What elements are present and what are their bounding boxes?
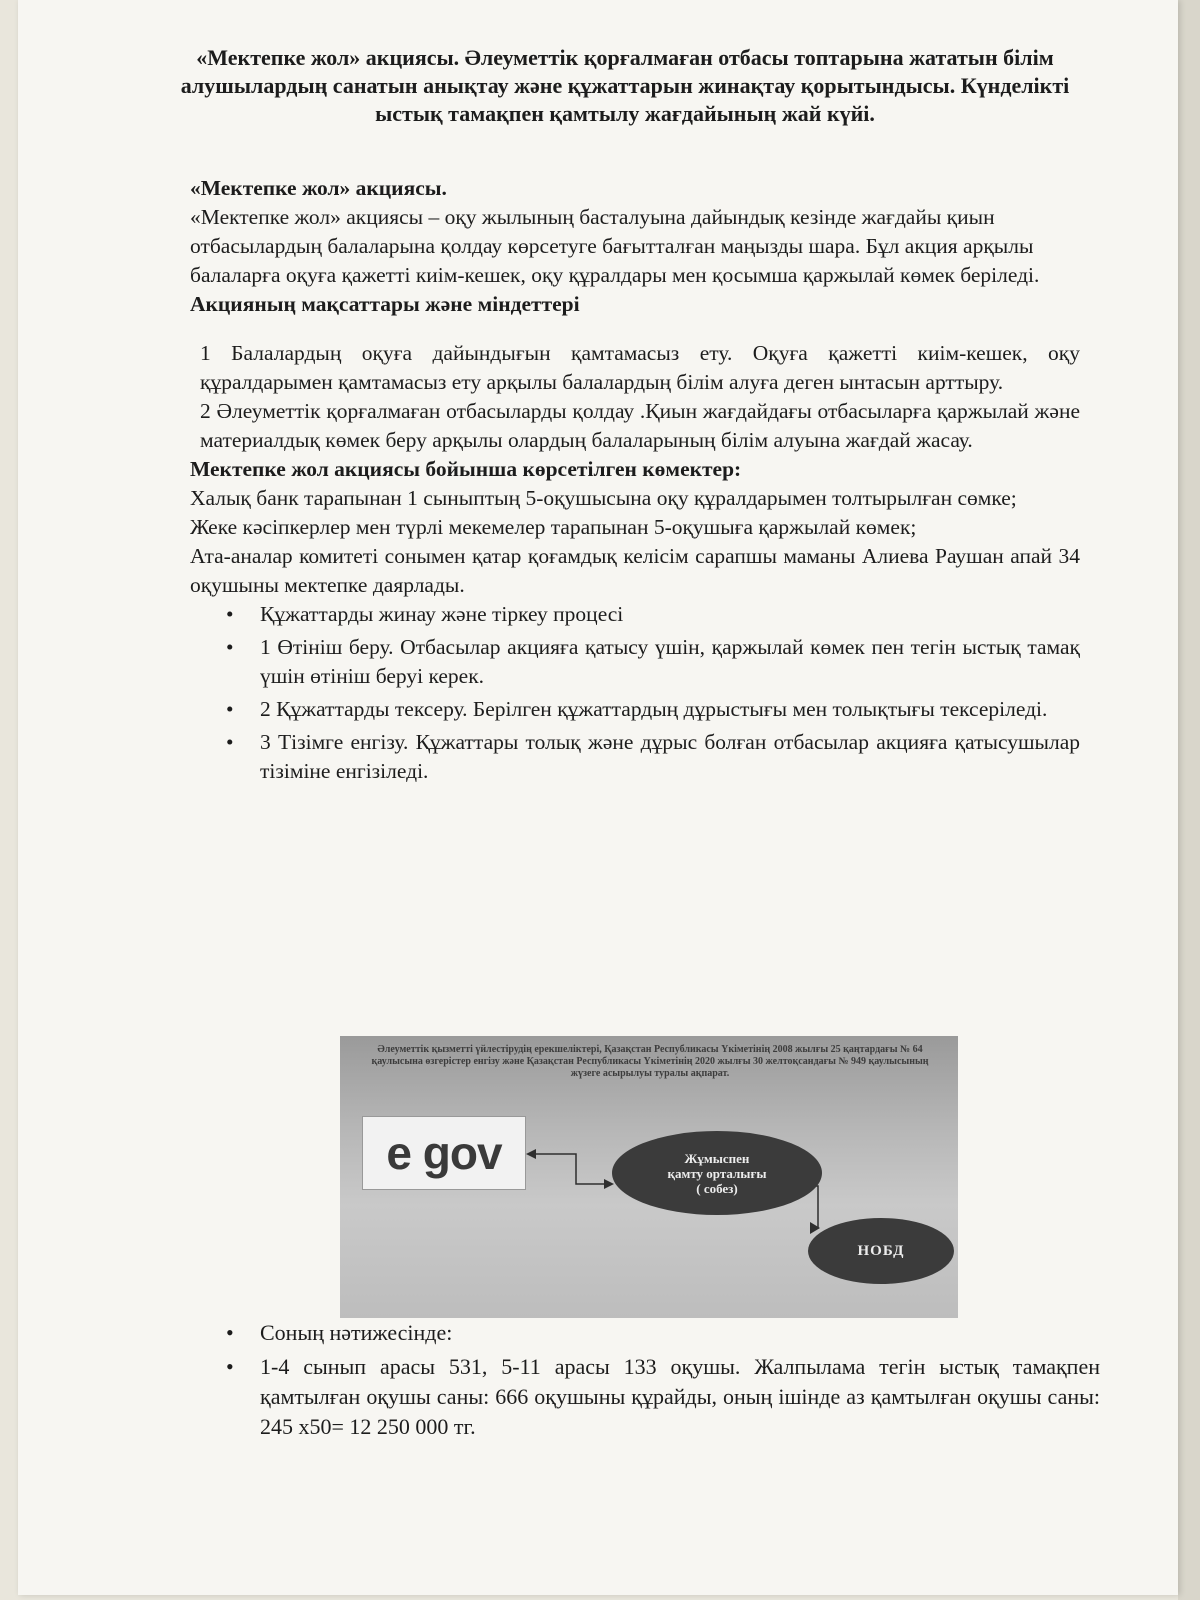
section-paragraph: «Мектепке жол» акциясы – оқу жылының басталуына дайындық кезінде жағдайы қиын отбасылардың балаларына қолдау көрсетуге бағытталған маңызды шара. Бұл акция арқылы балаларға оқуға қажетті киім-кешек, оқу құралдары мен қосымша қаржылай көмек беріледі. (190, 205, 1040, 287)
arrow-head-left (526, 1149, 536, 1159)
arrow-head-center (604, 1179, 614, 1189)
results-list (190, 1318, 1100, 1442)
figure-caption: Әлеуметтік қызметті үйлестірудің ерекшеліктері, Қазақстан Республикасы Үкіметінің 2008 жылғы 25 қаңтардағы № 64 қаулысына өзгерістер енгізу және Қазақстан Республикасы Үкіметінің 2020 жылғы 30 желтоқсандағы № 949 қаулысының жүзеге асырылуы туралы ақпарат. (371, 1044, 929, 1079)
list-item: • Құжаттарды жинау және тіркеу процесі (260, 600, 1080, 629)
goal-1: 1 Балалардың оқуға дайындығын қамтамасыз ету. Оқуға қажетті киім-кешек, оқу құралдарымен қамтамасыз ету арқылы балалардың білім алуға деген ынтасын арттыру. (200, 341, 1080, 394)
list-item: • Соның нәтижесінде: (260, 1318, 1100, 1348)
arrow-egov-to-center (528, 1154, 612, 1184)
document-title: «Мектепке жол» акциясы. Әлеуметтік қорғалмаған отбасы топтарына жататын білім алушылардың санатын анықтау және құжаттарын жинақтау қорытындысы. Күнделікті ыстық тамақпен қамтылу жағдайының жай күйі. (180, 45, 1070, 126)
list-item: • 2 Құжаттарды тексеру. Берілген құжаттардың дұрыстығы мен толықтығы тексеріледі. (260, 695, 1080, 724)
node-line: ( собез) (696, 1180, 738, 1196)
list-item: • 1 Өтініш беру. Отбасылар акцияға қатысу үшін, қаржылай көмек пен тегін ыстық тамақ үшін өтініш беруі керек. (260, 633, 1080, 691)
results-section (190, 1318, 1100, 1446)
list-item: • 1-4 сынып арасы 531, 5-11 арасы 133 оқушы. Жалпылама тегін ыстық тамақпен қамтылған оқушы саны: 666 оқушыны құрайды, оның ішінде аз қамтылған оқушы саны: 245 х50= 12 250 000 тг. (260, 1352, 1100, 1442)
help-item-1: Халық банк тарапынан 1 сыныптың 5-оқушысына оқу құралдарымен толтырылған сөмке; (190, 486, 1017, 510)
node-line: қамту орталығы (667, 1165, 767, 1181)
help-item-2: Жеке кәсіпкерлер мен түрлі мекемелер тарапынан 5-оқушыға қаржылай көмек; (190, 515, 917, 539)
list-item: • 3 Тізімге енгізу. Құжаттары толық және дұрыс болған отбасылар акцияға қатысушылар тізіміне енгізіледі. (260, 728, 1080, 786)
employment-center-node (612, 1131, 822, 1215)
process-diagram-figure (340, 1036, 958, 1318)
help-item-3: Ата-аналар комитеті сонымен қатар қоғамдық келісім сарапшы маманы Алиева Раушан апай 34 оқушыны мектепке даярлады. (190, 544, 1080, 597)
help-heading: Мектепке жол акциясы бойынша көрсетілген көмектер: (190, 457, 742, 481)
background-surface (1178, 0, 1200, 1600)
goals-heading: Акцияның мақсаттары және міндеттері (190, 292, 580, 316)
document-body (190, 174, 1080, 790)
node-line: Жұмыспен (684, 1150, 750, 1166)
goal-2: 2 Әлеуметтік қорғалмаған отбасыларды қолдау .Қиын жағдайдағы отбасыларға қаржылай және материалдық көмек беру арқылы олардың балаларының білім алуына жағдай жасау. (200, 399, 1080, 452)
egov-logo-text: e gov (386, 1127, 502, 1179)
section-heading: «Мектепке жол» акциясы. (190, 176, 447, 200)
process-list (190, 600, 1080, 786)
nobd-node: НОБД (808, 1218, 954, 1284)
